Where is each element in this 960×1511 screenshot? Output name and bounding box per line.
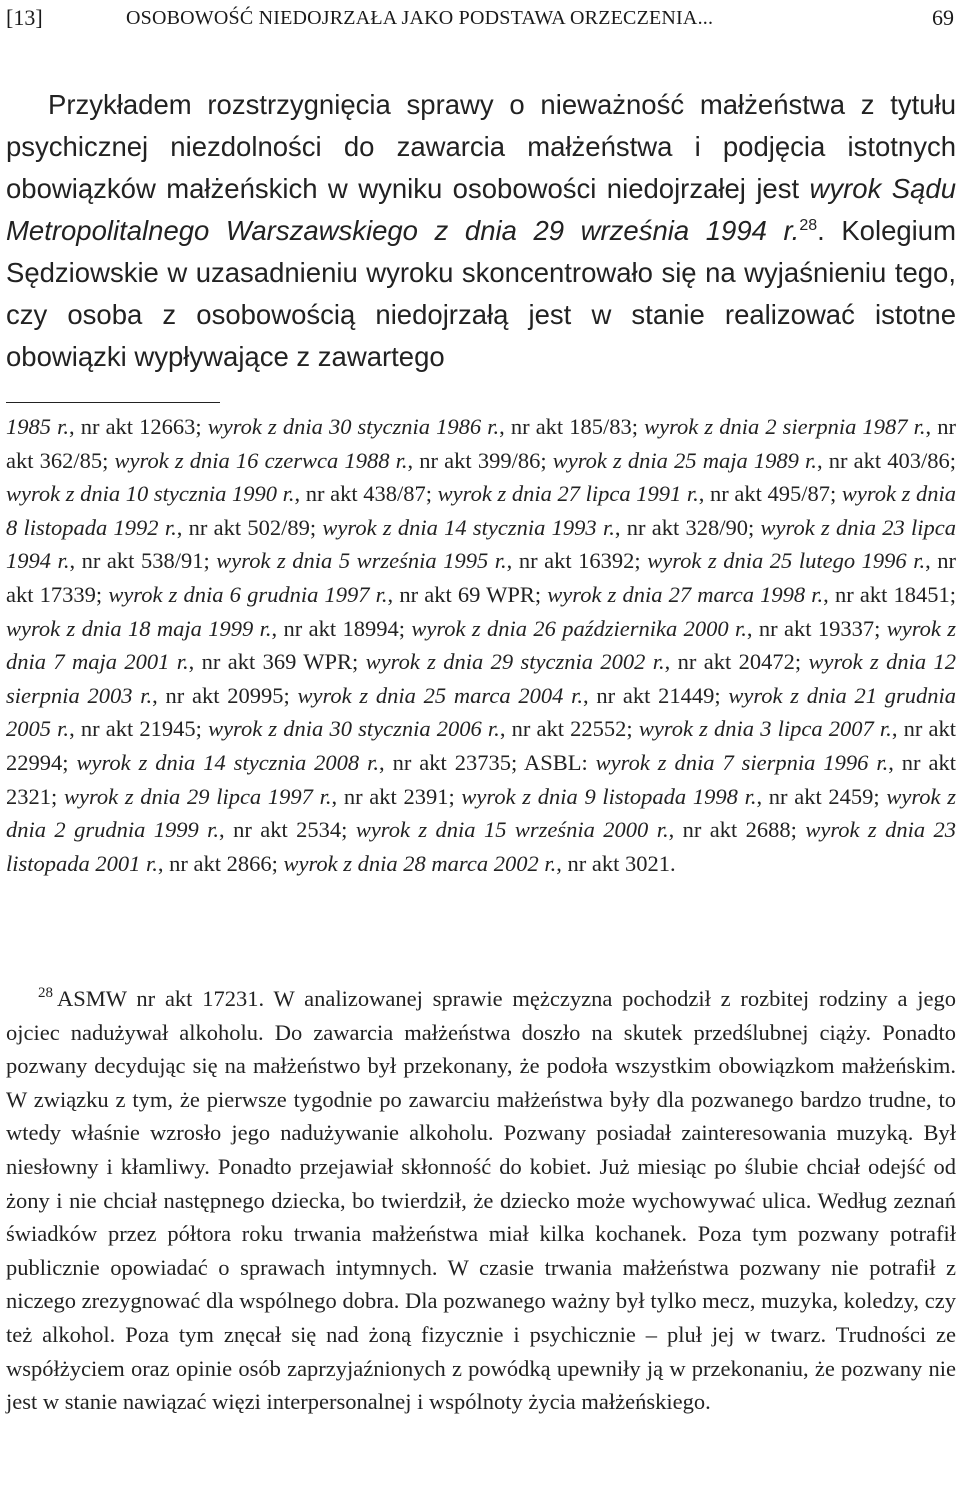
case-number-text: , nr akt 362/85; <box>6 414 956 473</box>
cited-judgment-date: wyrok z dnia 25 maja 1989 r. <box>552 447 817 473</box>
cited-judgment-date: wyrok z dnia 23 lipca 1994 r. <box>6 514 957 574</box>
body-paragraph <box>6 84 956 378</box>
cited-judgment-date: 1985 r. <box>6 414 69 439</box>
cited-judgment-date: wyrok z dnia 27 lipca 1991 r. <box>437 481 699 507</box>
page-number: 69 <box>932 5 954 30</box>
footnote-text: ASMW nr akt 17231. W analizowanej sprawie mężczyzna pochodził z rozbitej rodziny a jego ojciec nadużywał alkoholu. Do zawarcia małżeństwa doszło na skutek przedślubnej ciąży. Ponadto pozwany decydując się na małżeństwo był przekonany, że podoła wszystkim obowiązkom małżeńskim. W związku z tym, że pierwsze tygodnie po zawarciu małżeństwa były dla pozwanego bardzo trudne, to wtedy właśnie wzrosło jego nadużywanie alkoholu. Pozwany posiadał zainteresowania muzyką. Był niesłowny i kłamliwy. Ponadto przejawiał skłonność do kobiet. Już miesiąc po ślubie chciał odejść od żony i nie chciał następnego dziecka, bo twierdził, że dziecko może wychowywać ulica. Według zeznań świadków przez półtora roku trwania małżeństwa miał kilka kochanek. Poza tym pozwany potrafił publicznie opowiadać o sprawach intymnych. W czasie trwania małżeństwa pozwany nie potrafił z niczego zrezygnować dla wspólnego dobra. Dla pozwanego ważny był tylko mecz, muzyka, koledzy, czy też alkohol. Poza tym znęcał się nad żoną fizycznie i psychicznie – pluł jej w twarz. Trudności ze współżyciem oraz opinie osób zaprzyjaźnionych z powódką upewniły ją w przekonaniu, że pozwany nie jest w stanie nawiązać więzi interpersonalnej i wspólnoty życia małżeńskiego. <box>6 986 956 1415</box>
body-text-end: . Kolegium Sędziowskie w uzasadnieniu wyroku skoncentrowało się na wyjaśnieniu tego, czy osoba z osobowością niedojrzałą jest w stanie realizować istotne obowiązki wypływające z zawartego <box>6 215 956 372</box>
case-number-text: , nr akt 18994; <box>271 615 412 641</box>
cited-judgment-date: wyrok z dnia 7 sierpnia 1996 r. <box>595 749 889 775</box>
case-number-text: , nr akt 22994; <box>6 716 956 775</box>
footnote-separator <box>6 402 220 403</box>
case-number-text: , nr akt 2866; <box>157 850 284 876</box>
cited-judgment-date: wyrok z dnia 2 sierpnia 1987 r. <box>644 414 926 439</box>
case-number-text: , nr akt 328/90; <box>614 514 761 540</box>
section-number: [13] <box>6 5 43 30</box>
case-number-text: , nr akt 17339; <box>6 548 957 607</box>
footnote-reference[interactable]: 28 <box>799 217 818 234</box>
case-number-text: , nr akt 2391; <box>331 783 462 809</box>
cited-judgment-date: wyrok z dnia 18 maja 1999 r. <box>6 615 272 641</box>
footnote-number: 28 <box>38 985 53 1001</box>
cited-judgment-date: wyrok z dnia 14 stycznia 2008 r. <box>76 749 379 775</box>
case-number-text: , nr akt 185/83; <box>499 414 645 439</box>
case-number-text: , nr akt 16392; <box>506 548 648 574</box>
case-number-text: , nr akt 538/91; <box>69 548 217 574</box>
case-number-text: , nr akt 12663; <box>69 414 208 439</box>
case-number-text: , nr akt 69 WPR; <box>387 581 548 607</box>
cited-judgment-date: wyrok z dnia 6 grudnia 1997 r. <box>108 581 388 607</box>
case-number-text: , nr akt 18451; <box>823 581 956 607</box>
cited-judgment-date: wyrok z dnia 28 marca 2002 r. <box>283 850 557 876</box>
case-number-text: , nr akt 22552; <box>499 716 639 742</box>
cited-judgment-date: wyrok z dnia 25 marca 2004 r. <box>297 682 583 708</box>
body-text-start: Przykładem rozstrzygnięcia sprawy o nieważność małżeństwa z tytułu psychicznej niezdolności do zawarcia małżeństwa i podjęcia istotnych obowiązków małżeńskich w wyniku osobowości niedojrzałej jest <box>6 89 956 204</box>
cited-judgment: wyrok Sądu Metropolitalnego Warszawskiego z dnia 29 września 1994 r. <box>6 173 956 246</box>
cited-judgment-date: wyrok z dnia 23 listopada 2001 r. <box>6 817 957 876</box>
case-number-text: , nr akt 495/87; <box>698 481 842 507</box>
running-title: OSOBOWOŚĆ NIEDOJRZAŁA JAKO PODSTAWA ORZECZENIA... <box>126 7 714 29</box>
case-number-text: , nr akt 369 WPR; <box>188 649 366 675</box>
cited-judgment-date: wyrok z dnia 5 września 1995 r. <box>216 548 507 574</box>
case-number-text: , nr akt 21945; <box>69 716 209 742</box>
cited-judgment-date: wyrok z dnia 25 lutego 1996 r. <box>647 548 926 574</box>
cited-judgment-date: wyrok z dnia 9 listopada 1998 r. <box>461 783 757 809</box>
cited-judgment-date: wyrok z dnia 15 września 2000 r. <box>355 817 669 843</box>
cited-judgment-date: wyrok z dnia 30 stycznia 1986 r. <box>207 414 500 439</box>
case-number-text: , nr akt 20472; <box>664 649 809 675</box>
cited-judgment-date: wyrok z dnia 14 stycznia 1993 r. <box>322 514 615 540</box>
cited-judgment-date: wyrok z dnia 8 listopada 1992 r. <box>6 481 957 540</box>
cited-judgment-date: wyrok z dnia 12 sierpnia 2003 r. <box>6 649 956 708</box>
cited-judgment-date: wyrok z dnia 26 października 2000 r. <box>411 615 747 641</box>
cited-judgment-date: wyrok z dnia 10 stycznia 1990 r. <box>6 481 295 507</box>
footnote-continuation <box>6 410 956 880</box>
cited-judgment-date: wyrok z dnia 29 lipca 1997 r. <box>63 783 332 809</box>
footnote-28 <box>6 982 956 1419</box>
case-number-text: , nr akt 23735; ASBL: <box>379 749 596 775</box>
cited-judgment-date: wyrok z dnia 7 maja 2001 r. <box>6 615 956 675</box>
case-number-text: , nr akt 3021. <box>556 850 676 876</box>
cited-judgment-date: wyrok z dnia 3 lipca 2007 r. <box>638 716 892 742</box>
case-number-text: , nr akt 403/86; <box>816 447 957 473</box>
case-number-text: , nr akt 502/89; <box>176 514 323 540</box>
cited-judgment-date: wyrok z dnia 21 grudnia 2005 r. <box>6 682 957 742</box>
cited-judgment-date: wyrok z dnia 16 czerwca 1988 r. <box>114 447 408 473</box>
case-number-text: , nr akt 2321; <box>6 749 956 809</box>
case-number-text: , nr akt 2459; <box>756 783 887 809</box>
case-number-text: , nr akt 399/86; <box>407 447 553 473</box>
case-number-text: , nr akt 438/87; <box>294 481 438 507</box>
cited-judgment-date: wyrok z dnia 29 stycznia 2002 r. <box>365 649 665 675</box>
case-number-text: , nr akt 19337; <box>746 615 887 641</box>
cited-judgment-date: wyrok z dnia 30 stycznia 2006 r. <box>208 716 500 742</box>
case-number-text: , nr akt 2688; <box>668 817 806 843</box>
case-number-text: , nr akt 21449; <box>582 682 729 708</box>
cited-judgment-date: wyrok z dnia 27 marca 1998 r. <box>547 581 824 607</box>
cited-judgment-date: wyrok z dnia 2 grudnia 1999 r. <box>6 783 957 843</box>
case-number-text: , nr akt 2534; <box>219 817 356 843</box>
running-header <box>6 2 954 34</box>
case-number-text: , nr akt 20995; <box>152 682 298 708</box>
